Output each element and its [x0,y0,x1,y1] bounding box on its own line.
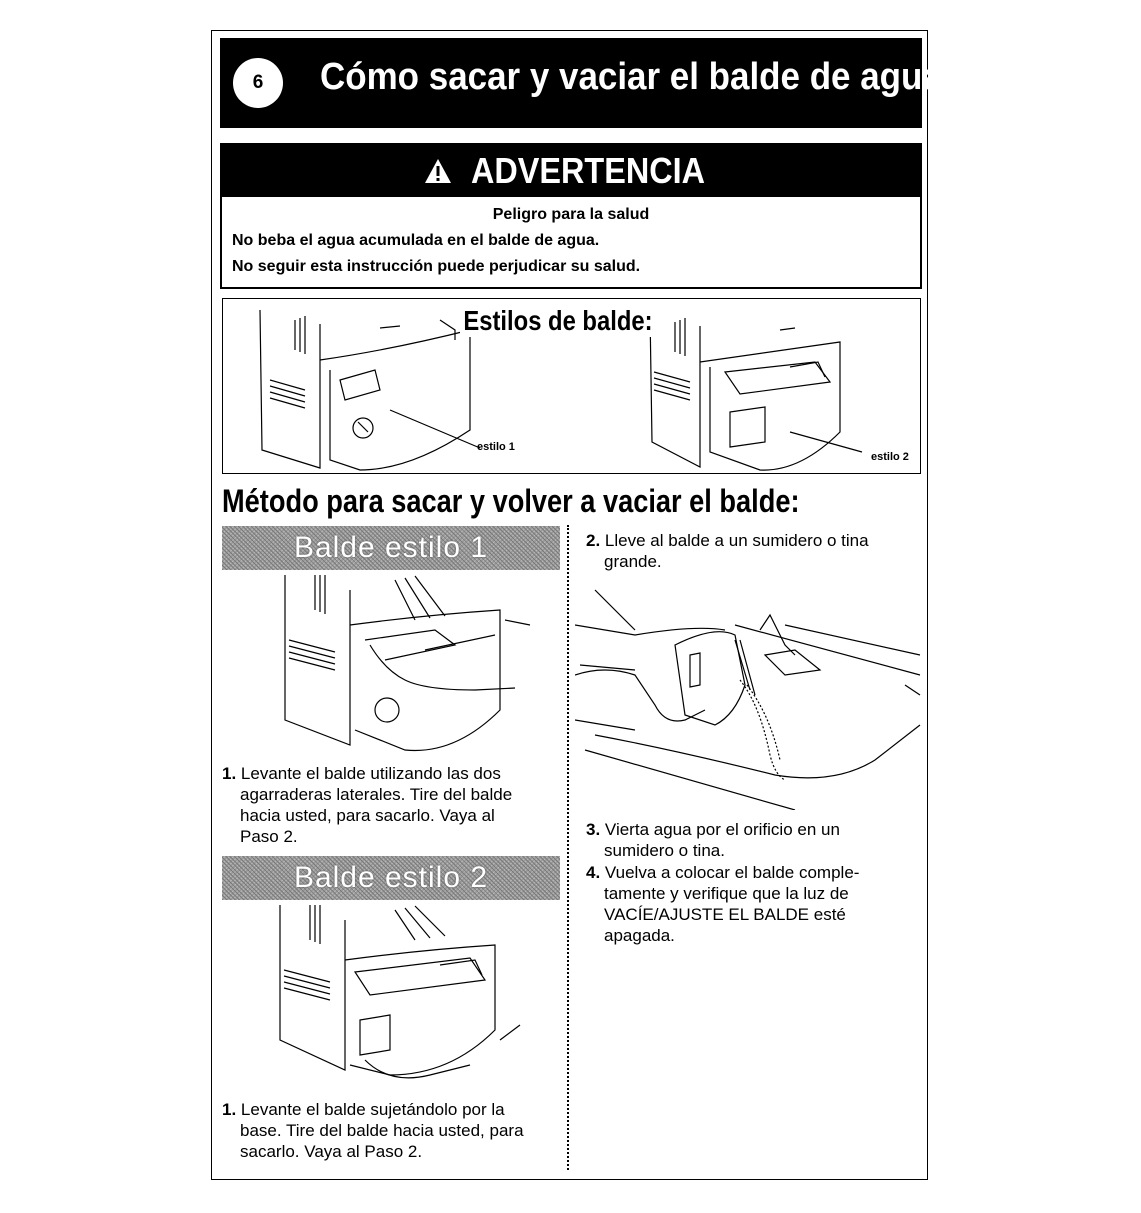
step-1-style-1-line-3: hacia usted, para sacarlo. Vaya al [240,806,495,825]
warning-box [220,143,922,289]
remove-bucket-style-1-illustration [275,570,535,760]
warning-triangle-icon [424,158,452,184]
step-1-style-2-line-1: Levante el balde sujetándolo por la [240,1100,505,1119]
step-2-line-2: grande. [604,552,662,571]
warning-line-1: No beba el agua acumulada en el balde de agua. [232,232,600,249]
bucket-style-2-banner [222,856,560,900]
page-title: Cómo sacar y vaciar el balde de agua [320,56,942,98]
step-4-number: 4. [586,863,601,882]
remove-bucket-style-2-illustration [270,900,530,1090]
step-4-line-4: apagada. [604,926,675,945]
step-3-line-1: Vierta agua por el orificio en un [604,820,840,839]
warning-subheading: Peligro para la salud [492,206,650,223]
warning-header [222,145,920,197]
step-2-line-1: Lleve al balde a un sumidero o tina [604,531,869,550]
step-1-style-1-line-4: Paso 2. [240,827,298,846]
warning-heading: ADVERTENCIA [470,150,705,191]
step-3-line-2: sumidero o tina. [604,841,725,860]
step-2-number: 2. [586,531,601,550]
step-1-style-1-line-1: Levante el balde utilizando las dos [240,764,501,783]
method-title: Método para sacar y volver a vaciar el balde: [222,483,800,519]
bucket-style-1-banner-text: Balde estilo 1 [293,531,489,564]
step-3-number: 3. [586,820,601,839]
bucket-style-1-label: estilo 1 [477,441,515,453]
step-1-style-2-line-3: sacarlo. Vaya al Paso 2. [240,1142,423,1161]
bucket-style-2-label: estilo 2 [871,451,909,463]
bucket-style-2-banner-text: Balde estilo 2 [293,861,489,894]
step-4 [586,862,859,946]
warning-line-2: No seguir esta instrucción puede perjudicar su salud. [232,258,641,275]
step-1-style-2 [222,1099,524,1162]
step-1-style-2-number: 1. [222,1100,237,1119]
step-4-line-3: VACÍE/AJUSTE EL BALDE esté [604,905,846,924]
step-1-style-1 [222,763,512,847]
pour-bucket-illustration [575,585,925,810]
step-4-line-1: Vuelva a colocar el balde comple- [604,863,860,882]
step-1-style-1-line-2: agarraderas laterales. Tire del balde [240,785,513,804]
title-bar [220,38,942,128]
step-1-style-1-number: 1. [222,764,237,783]
bucket-styles-title: Estilos de balde: [460,305,656,337]
step-4-line-2: tamente y verifique que la luz de [604,884,849,903]
step-1-style-2-line-2: base. Tire del balde hacia usted, para [240,1121,524,1140]
bucket-style-1-banner [222,526,560,570]
step-2 [586,530,869,572]
step-number-badge: 6 [233,58,283,108]
step-3 [586,819,840,861]
bucket-style-2-illustration [640,302,870,472]
column-divider [567,525,569,1170]
